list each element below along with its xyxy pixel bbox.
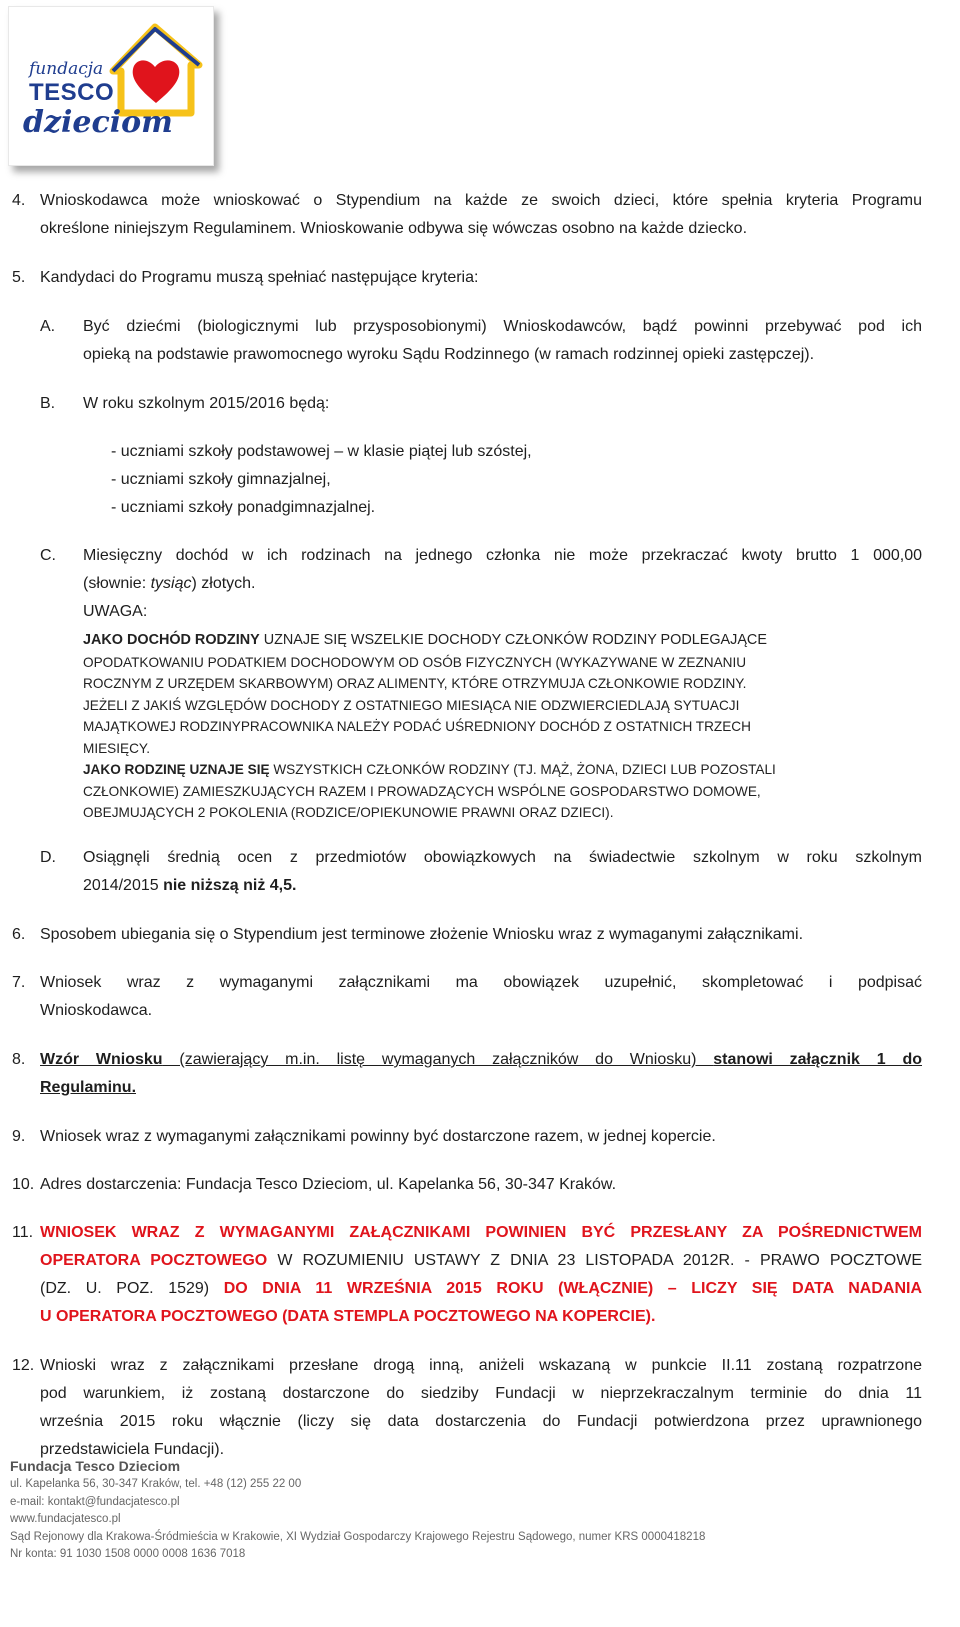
item-11-operator: OPERATORA POCZTOWEGO	[40, 1252, 268, 1269]
footer	[10, 1456, 950, 1564]
footer-address: ul. Kapelanka 56, 30-347 Kraków, tel. +48 (12) 255 22 00	[10, 1478, 302, 1490]
criterion-c-line-2-italic: tysiąc	[150, 575, 192, 592]
criterion-a-line-1: Być dziećmi (biologicznymi lub przysposobionymi) Wnioskodawców, bądź powinni przebywać pod ich	[83, 318, 922, 335]
criterion-c-line-1: Miesięczny dochód w ich rodzinach na jednego członka nie może przekraczać kwoty brutto 1 000,00	[83, 547, 922, 564]
item-11-text	[40, 1219, 922, 1331]
notice-line-6: MIESIĘCY.	[83, 740, 150, 756]
item-4-number: 4.	[12, 192, 26, 209]
notice-bold: JAKO DOCHÓD RODZINY	[83, 632, 260, 648]
item-8-line-1	[40, 1046, 922, 1074]
logo-card	[8, 6, 214, 166]
list-item: - uczniami szkoły gimnazjalnej,	[111, 471, 331, 488]
logo-text-fundacja: fundacja	[29, 59, 104, 79]
notice-line-7	[83, 759, 923, 781]
criterion-d-label: D.	[40, 849, 56, 866]
list-item: - uczniami szkoły ponadgimnazjalnej.	[111, 499, 376, 516]
footer-email: e-mail: kontakt@fundacjatesco.pl	[10, 1495, 180, 1508]
item-11-law: W ROZUMIENIU USTAWY Z DNIA 23 LISTOPADA 2012R. - PRAWO POCZTOWE	[267, 1252, 923, 1269]
item-5-text: Kandydaci do Programu muszą spełniać następujące kryteria:	[40, 269, 479, 286]
criterion-d-min-grade: nie niższą niż 4,5.	[163, 877, 297, 894]
criterion-c-label: C.	[40, 547, 56, 564]
item-6-number: 6.	[12, 926, 26, 943]
item-7-line-2: Wnioskodawca.	[40, 1002, 153, 1019]
item-8-text	[40, 1046, 922, 1102]
item-8-line-2: Regulaminu.	[40, 1079, 137, 1096]
criterion-d-line-2	[83, 872, 922, 900]
notice-text: WSZYSTKICH CZŁONKÓW RODZINY (TJ. MĄŻ, ŻONA, DZIECI LUB POZOSTALI	[269, 762, 776, 777]
criterion-d-line-1: Osiągnęli średnią ocen z przedmiotów obowiązkowych na świadectwie szkolnym w roku szkolnym	[83, 849, 922, 866]
item-9-number: 9.	[12, 1128, 26, 1145]
notice-line-1	[83, 630, 923, 652]
item-4-line-2: określone niniejszym Regulaminem. Wnioskowanie odbywa się wówczas osobno na każde dziecko.	[40, 220, 748, 237]
item-4-text	[40, 187, 922, 243]
fundacja-tesco-logo	[8, 6, 220, 172]
item-9-text: Wniosek wraz z wymaganymi załącznikami powinny być dostarczone razem, w jednej kopercie.	[40, 1128, 716, 1145]
uwaga-notice	[83, 630, 923, 824]
footer-court-registration: Sąd Rejonowy dla Krakowa-Śródmieścia w Krakowie, XI Wydział Gospodarczy Krajowego Rejestru Sądowego, numer KRS 0000418218	[10, 1530, 706, 1543]
criterion-c-line-2	[83, 570, 922, 598]
uwaga-label: UWAGA:	[83, 603, 148, 620]
item-12-text	[40, 1352, 922, 1464]
item-6-text: Sposobem ubiegania się o Stypendium jest terminowe złożenie Wniosku wraz z wymaganymi załącznikami.	[40, 926, 804, 943]
item-8-mid: (zawierający m.in. listę wymaganych załączników do Wniosku)	[162, 1051, 714, 1068]
criterion-b-list	[111, 438, 911, 522]
item-7-text	[40, 969, 922, 1025]
criterion-c-line-2-pre: (słownie:	[83, 575, 151, 592]
item-11-citation: (DZ. U. POZ. 1529)	[40, 1280, 224, 1297]
item-12-line-3: września 2015 roku włącznie (liczy się data dostarczenia do Fundacji potwierdzona przez uprawnionego	[40, 1413, 922, 1430]
item-11-line-4: U OPERATORA POCZTOWEGO (DATA STEMPLA POCZTOWEGO NA KOPERCIE).	[40, 1308, 656, 1325]
list-item: - uczniami szkoły podstawowej – w klasie piątej lub szóstej,	[111, 443, 532, 460]
item-11-number: 11.	[12, 1224, 34, 1241]
criterion-c-text	[83, 542, 922, 626]
logo-text-dzieciom: dzieciom	[23, 105, 173, 140]
item-11-deadline: DO DNIA 11 WRZEŚNIA 2015 ROKU (WŁĄCZNIE) – LICZY SIĘ DATA NADANIA	[223, 1280, 922, 1297]
notice-line-3: ROCZNYM Z URZĘDEM SKARBOWYM) ORAZ ALIMENTY, KTÓRE OTRZYMUJA CZŁONKOWIE RODZINY.	[83, 676, 747, 691]
criterion-c-line-2-post: ) złotych.	[191, 575, 256, 592]
criterion-a-line-2: opieką na podstawie prawomocnego wyroku Sądu Rodzinnego (w ramach rodzinnej opieki zastępczej).	[83, 346, 815, 363]
notice-bold: JAKO RODZINĘ UZNAJE SIĘ	[83, 762, 270, 777]
criterion-a-label: A.	[40, 318, 56, 335]
item-8-wzor-wniosku: Wzór Wniosku	[40, 1051, 163, 1068]
item-7-line-1: Wniosek wraz z wymaganymi załącznikami ma obowiązek uzupełnić, skompletować i podpisać	[40, 974, 922, 991]
item-5-number: 5.	[12, 269, 26, 286]
item-12-number: 12.	[12, 1357, 35, 1374]
notice-line-4: JEŻELI Z JAKIŚ WZGLĘDÓW DOCHODY Z OSTATNIEGO MIESIĄCA NIE ODZWIERCIEDLAJĄ SYTUACJI	[83, 697, 740, 713]
notice-line-2: OPODATKOWANIU PODATKIEM DOCHODOWYM OD OSÓB FIZYCZNYCH (WYKAZYWANE W ZEZNANIU	[83, 654, 747, 670]
footer-website: www.fundacjatesco.pl	[10, 1513, 121, 1525]
item-11-line-3	[40, 1275, 922, 1303]
item-10-text: Adres dostarczenia: Fundacja Tesco Dzieciom, ul. Kapelanka 56, 30-347 Kraków.	[40, 1176, 617, 1193]
notice-line-5: MAJĄTKOWEJ RODZINYPRACOWNIKA NALEŻY PODAĆ UŚREDNIONY DOCHÓD Z OSTATNICH TRZECH	[83, 719, 751, 734]
logo-text-tesco: TESCO	[29, 79, 115, 106]
notice-line-9: OBEJMUJĄCYCH 2 POKOLENIA (RODZICE/OPIEKUNOWIE PRAWNI ORAZ DZIECI).	[83, 805, 614, 820]
footer-org-name: Fundacja Tesco Dzieciom	[10, 1458, 181, 1474]
criterion-d-year: 2014/2015	[83, 877, 164, 894]
item-10-number: 10.	[12, 1176, 35, 1193]
item-12-line-2: pod warunkiem, iż zostaną dostarczone do siedziby Fundacji w nieprzekraczalnym terminie do dnia 11	[40, 1385, 922, 1402]
item-12-line-4: przedstawiciela Fundacji).	[40, 1441, 225, 1458]
item-11-line-2	[40, 1247, 922, 1275]
item-8-zalacznik: stanowi załącznik 1 do	[713, 1051, 922, 1068]
criterion-a-text	[83, 313, 922, 369]
item-11-line-1: WNIOSEK WRAZ Z WYMAGANYMI ZAŁĄCZNIKAMI POWINIEN BYĆ PRZESŁANY ZA POŚREDNICTWEM	[40, 1224, 922, 1241]
item-8-number: 8.	[12, 1051, 26, 1068]
criterion-d-text	[83, 844, 922, 900]
notice-line-8: CZŁONKOWIE) ZAMIESZKUJĄCYCH RAZEM I PROWADZĄCYCH WSPÓLNE GOSPODARSTWO DOMOWE,	[83, 783, 761, 799]
criterion-b-text: W roku szkolnym 2015/2016 będą:	[83, 395, 330, 412]
item-4-line-1: Wnioskodawca może wnioskować o Stypendium na każde ze swoich dzieci, które spełnia kryteria Programu	[40, 192, 922, 209]
item-7-number: 7.	[12, 974, 26, 991]
criterion-b-label: B.	[40, 395, 56, 412]
notice-text: UZNAJE SIĘ WSZELKIE DOCHODY CZŁONKÓW RODZINY PODLEGAJĄCE	[259, 632, 767, 648]
footer-bank-account: Nr konta: 91 1030 1508 0000 0008 1636 7018	[10, 1548, 246, 1560]
item-12-line-1: Wnioski wraz z załącznikami przesłane drogą inną, aniżeli wskazaną w punkcie II.11 zostaną rozpatrzone	[40, 1357, 922, 1374]
